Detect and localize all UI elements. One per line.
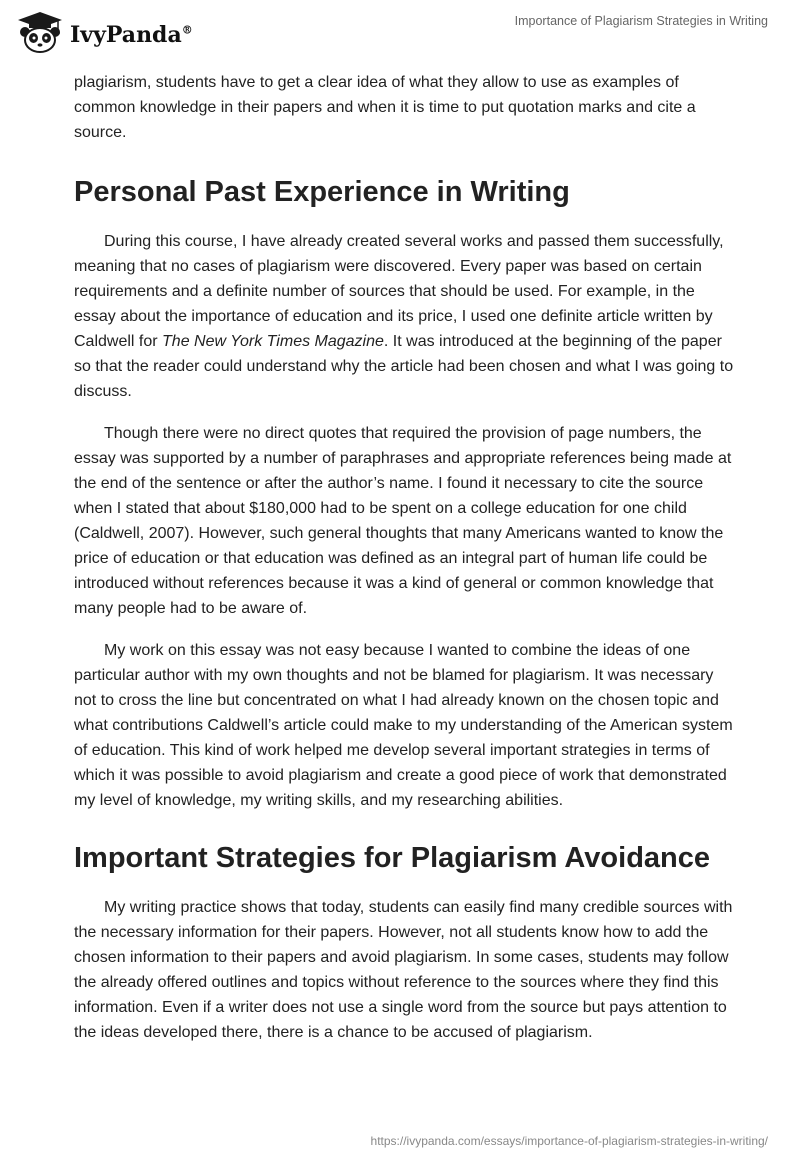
ivypanda-logo[interactable] <box>14 10 193 54</box>
section-heading-personal-experience: Personal Past Experience in Writing <box>74 176 570 208</box>
section-heading-strategies: Important Strategies for Plagiarism Avoidance <box>74 842 711 874</box>
paragraph-experience-1: During this course, I have already created several works and passed them successfully, meaning that no cases of plagiarism were discovered. Every paper was based on certain requirements and a definite number of sources that should be used. For example, in the essay about the importance of education and its price, I used one definite article written by Caldwell for The New York Times Magazine. It was introduced at the beginning of the paper so that the reader could understand why the article had been chosen and what I was going to discuss. <box>74 233 734 400</box>
paragraph-experience-2: Though there were no direct quotes that required the provision of page numbers, the essay was supported by a number of paraphrases and appropriate references being made at the end of the sentence or after the author’s name. I found it necessary to cite the source when I stated that about $180,000 had to be spent on a college education for one child (Caldwell, 2007). However, such general thoughts that many Americans wanted to know the price of education or that education was defined as an integral part of human life could be introduced without references because it was a kind of general or common knowledge that many people had to be aware of. <box>74 425 732 617</box>
brand-name: IvyPanda® <box>70 22 193 48</box>
document-title: Importance of Plagiarism Strategies in Writing <box>514 14 768 28</box>
paragraph-intro-continued: plagiarism, students have to get a clear idea of what they allow to use as examples of common knowledge in their papers and when it is time to put quotation marks and cite a source. <box>74 74 696 141</box>
paragraph-experience-3: My work on this essay was not easy because I wanted to combine the ideas of one particular author with my own thoughts and not be blamed for plagiarism. It was necessary not to cross the line but concentrated on what I had already known on the chosen topic and what contributions Caldwell’s article could make to my understanding of the American system of education. This kind of work helped me develop several important strategies in terms of which it was possible to avoid plagiarism and create a good piece of work that demonstrated my level of knowledge, my writing skills, and my researching abilities. <box>74 642 733 809</box>
essay-body <box>74 70 734 1045</box>
panda-graduate-icon <box>14 10 66 54</box>
paragraph-strategies-1: My writing practice shows that today, students can easily find many credible sources with the necessary information for their papers. However, not all students know how to add the chosen information to their papers and avoid plagiarism. In some cases, students may follow the already offered outlines and topics without reference to the sources where they find this information. Even if a writer does not use a single word from the source but pays attention to the ideas developed there, there is a chance to be accused of plagiarism. <box>74 899 733 1041</box>
page-header <box>0 0 800 62</box>
source-url-link[interactable]: https://ivypanda.com/essays/importance-of-plagiarism-strategies-in-writing/ <box>370 1134 768 1148</box>
publication-title: The New York Times Magazine <box>162 333 384 350</box>
